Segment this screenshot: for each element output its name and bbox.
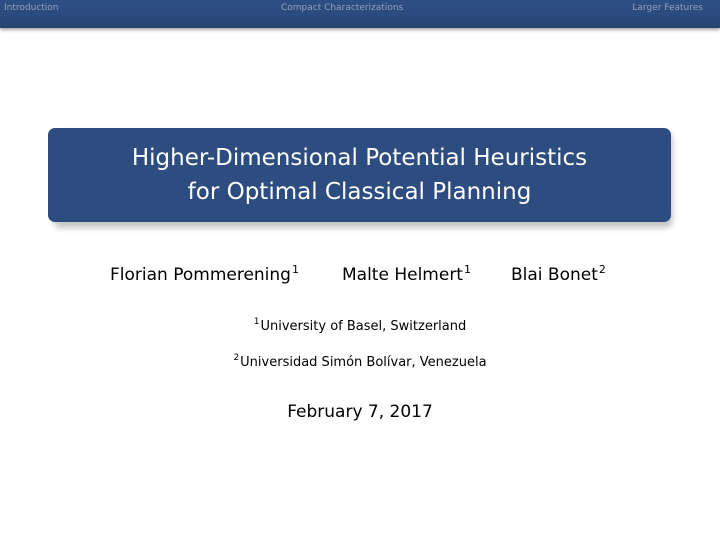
section-navigation-bar bbox=[0, 0, 720, 28]
author-blai-bonet bbox=[511, 261, 606, 289]
affiliation-mark: 1 bbox=[253, 317, 260, 327]
nav-section-introduction[interactable]: Introduction bbox=[4, 3, 59, 13]
nav-section-compact-characterizations[interactable]: Compact Characterizations bbox=[281, 3, 404, 13]
affiliation-university-of-basel bbox=[0, 318, 720, 336]
author-malte-helmert bbox=[342, 261, 471, 289]
affiliation-universidad-simon-bolivar bbox=[0, 354, 720, 372]
affiliation-mark: 2 bbox=[233, 353, 240, 363]
author-list bbox=[0, 261, 720, 289]
affiliation-name: University of Basel, Switzerland bbox=[260, 319, 467, 334]
presentation-date: February 7, 2017 bbox=[287, 402, 433, 422]
affiliation-name: Universidad Simón Bolívar, Venezuela bbox=[240, 355, 487, 370]
title-line-1: Higher-Dimensional Potential Heuristics bbox=[131, 145, 588, 171]
affiliation-mark: 2 bbox=[598, 263, 606, 276]
title-box bbox=[48, 128, 671, 222]
author-name: Malte Helmert bbox=[342, 265, 463, 285]
nav-section-larger-features[interactable]: Larger Features bbox=[632, 3, 703, 13]
author-name: Florian Pommerening bbox=[110, 265, 291, 285]
affiliation-mark: 1 bbox=[291, 263, 299, 276]
title-line-2: for Optimal Classical Planning bbox=[187, 179, 532, 205]
author-florian-pommerening bbox=[110, 261, 299, 289]
author-name: Blai Bonet bbox=[511, 265, 598, 285]
affiliation-mark: 1 bbox=[463, 263, 471, 276]
